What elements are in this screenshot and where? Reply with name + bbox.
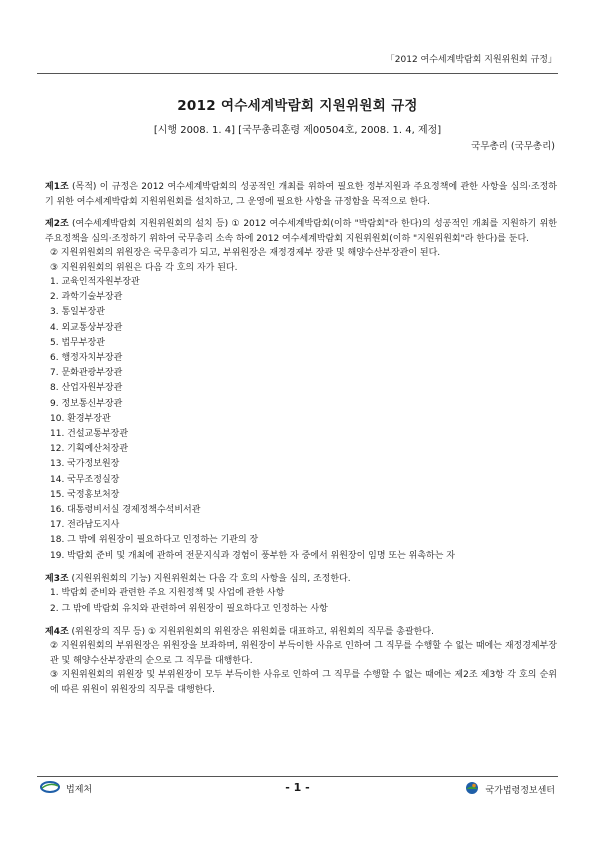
article-4-paragraph-3: ③ 지원위원회의 위원장 및 부위원장이 모두 부득이한 사유로 인하여 그 직무를 수행할 수 없는 때에는 제2조 제3항 각 호의 순위에 따른 위원이 위원장의 직무를 대행한다. xyxy=(50,670,557,695)
list-item: 6. 행정자치부장관 xyxy=(50,353,123,364)
footer-right xyxy=(465,781,555,798)
article-2-paragraph-2: ② 지원위원회의 위원장은 국무총리가 되고, 부위원장은 재정경제부 장관 및 해양수산부장관이 된다. xyxy=(50,248,441,258)
document-body xyxy=(45,180,557,697)
article-number: 제2조 xyxy=(45,219,69,229)
list-item: 19. 박람회 준비 및 개최에 관하여 전문지식과 경험이 풍부한 자 중에서 위원장이 임명 또는 위촉하는 자 xyxy=(50,550,455,561)
list-item: 8. 산업자원부장관 xyxy=(50,383,123,394)
ministry-label: 국무총리 (국무총리) xyxy=(471,141,555,152)
article-text: (위원장의 직무 등) ① 지원위원회의 위원장은 위원회를 대표하고, 위원회의 직무를 총괄한다. xyxy=(68,626,434,637)
list-item: 4. 외교통상부장관 xyxy=(50,322,123,333)
running-title: 「2012 여수세계박람회 지원위원회 규정」 xyxy=(385,55,557,65)
list-item: 12. 기획예산처장관 xyxy=(50,444,129,455)
enactment-info: [시행 2008. 1. 4] [국무총리훈령 제00504호, 2008. 1. 4, 제정] xyxy=(153,125,442,136)
article-4-paragraph-2: ② 지원위원회의 부위원장은 위원장을 보좌하며, 위원장이 부득이한 사유로 인하여 그 직무를 수행할 수 없는 때에는 재정경제부장관 및 해양수산부장관의 순으로 그 직무를 대행한다. xyxy=(50,641,557,666)
list-item: 1. 박람회 준비와 관련한 주요 지원정책 및 사업에 관한 사항 xyxy=(50,588,285,599)
law-info-center-logo-icon xyxy=(465,781,479,798)
footer-left-label: 법제처 xyxy=(66,785,93,795)
function-list xyxy=(45,586,557,616)
list-item: 7. 문화관광부장관 xyxy=(50,368,123,379)
article-4 xyxy=(45,625,557,640)
article-text: (지원위원회의 기능) 지원위원회는 다음 각 호의 사항을 심의, 조정한다. xyxy=(68,573,351,584)
article-2 xyxy=(45,217,557,246)
article-1 xyxy=(45,180,557,209)
footer-rule xyxy=(37,776,558,777)
list-item: 18. 그 밖에 위원장이 필요하다고 인정하는 기관의 장 xyxy=(50,535,259,546)
list-item: 3. 통일부장관 xyxy=(50,307,105,318)
footer-right-label: 국가법령정보센터 xyxy=(485,786,555,796)
article-number: 제3조 xyxy=(45,573,69,584)
list-item: 5. 법무부장관 xyxy=(50,337,105,348)
document-title: 2012 여수세계박람회 지원위원회 규정 xyxy=(177,98,418,114)
article-2-paragraph-3: ③ 지원위원회의 위원은 다음 각 호의 자가 된다. xyxy=(50,262,238,273)
member-list xyxy=(45,275,557,564)
list-item: 11. 건설교통부장관 xyxy=(50,429,129,440)
list-item: 15. 국정홍보처장 xyxy=(50,489,120,500)
article-number: 제4조 xyxy=(45,626,69,637)
list-item: 14. 국무조정실장 xyxy=(50,474,120,485)
list-item: 1. 교육인적자원부장관 xyxy=(50,277,140,287)
article-text: (목적) 이 규정은 2012 여수세계박람회의 성공적인 개최를 위하여 필요한 정부지원과 주요정책에 관한 사항을 심의·조정하기 위한 여수세계박람회 지원위원회를 설치하고, 그 운영에 필요한 사항을 규정함을 목적으로 한다. xyxy=(45,182,557,207)
list-item: 10. 환경부장관 xyxy=(50,413,111,424)
list-item: 16. 대통령비서실 경제정책수석비서관 xyxy=(50,505,201,516)
list-item: 13. 국가정보원장 xyxy=(50,459,120,470)
page-number: - 1 - xyxy=(285,781,310,794)
list-item: 2. 그 밖에 박람회 유치와 관련하여 위원장이 필요하다고 인정하는 사항 xyxy=(50,603,328,614)
header-rule xyxy=(37,73,558,74)
list-item: 17. 전라남도지사 xyxy=(50,520,120,531)
list-item: 2. 과학기술부장관 xyxy=(50,292,123,303)
article-text: (여수세계박람회 지원위원회의 설치 등) ① 2012 여수세계박람회(이하 "박람회"라 한다)의 성공적인 개최를 지원하기 위한 주요정책을 심의·조정하기 위하여 국무총리 소속 하에 2012 여수세계박람회 지원위원회(이하 "지원위원회"라 한다)를 둔다. xyxy=(45,219,557,244)
article-number: 제1조 xyxy=(45,182,69,192)
article-3 xyxy=(45,572,557,587)
list-item: 9. 정보통신부장관 xyxy=(50,398,123,409)
